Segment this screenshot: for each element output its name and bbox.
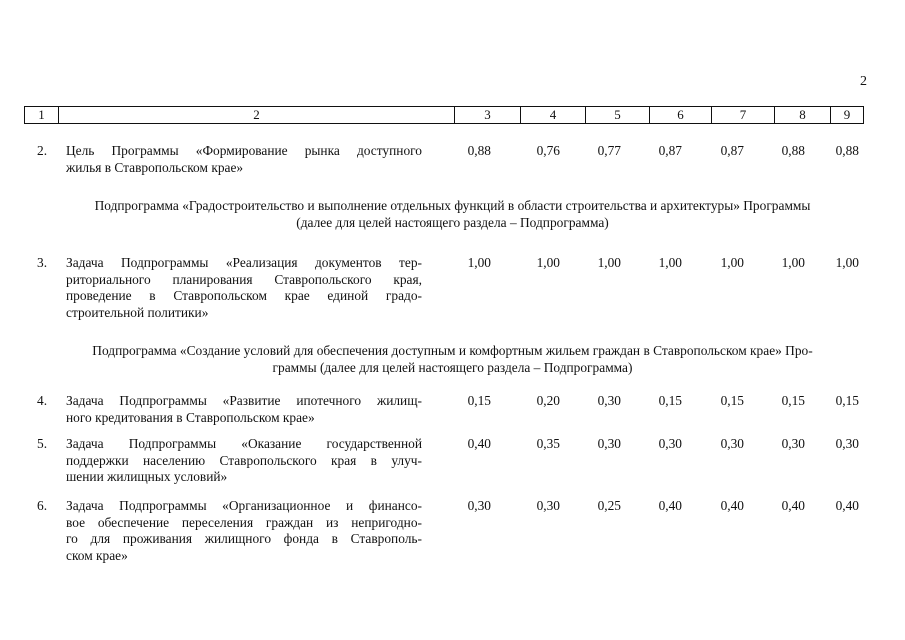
- value-cell: 0,30: [658, 436, 682, 451]
- row-description: [66, 436, 422, 486]
- description-line: ного кредитования в Ставропольском крае»: [66, 409, 315, 425]
- value-cell: 0,15: [835, 393, 859, 408]
- column-number-2: 2: [59, 107, 455, 123]
- value-cell: 0,77: [597, 143, 621, 158]
- subprogram-heading: [30, 342, 875, 376]
- value-cell: 1,00: [835, 255, 859, 270]
- value-cell: 0,40: [835, 498, 859, 513]
- column-number-9: 9: [843, 107, 851, 122]
- value-cell: 1,00: [781, 255, 805, 270]
- column-number-6: 6: [650, 107, 712, 123]
- value-cell: 1,00: [720, 255, 744, 270]
- description-line: Задача Подпрограммы «Развитие ипотечного жилищ-: [66, 393, 422, 408]
- value-cell: 1,00: [597, 255, 621, 270]
- value-cell: 0,30: [597, 393, 621, 408]
- value-cell: 0,40: [467, 436, 491, 451]
- description-line: риториального планирования Ставропольского края,: [66, 271, 422, 287]
- value-cell: 0,15: [658, 393, 682, 408]
- description-line: строительной политики»: [66, 304, 209, 320]
- column-number-8: 8: [775, 107, 831, 123]
- value-cell: 0,40: [658, 498, 682, 513]
- description-line: поддержки населению Ставропольского края в улуч-: [66, 452, 422, 468]
- column-number-4: 4: [521, 107, 586, 123]
- description-line: Задача Подпрограммы «Организационное и финансо-: [66, 498, 422, 513]
- value-cell: 0,87: [720, 143, 744, 158]
- value-cell: 0,30: [597, 436, 621, 451]
- row-description: [66, 393, 422, 426]
- value-cell: 0,25: [597, 498, 621, 513]
- value-cell: 0,88: [467, 143, 491, 158]
- value-cell: 0,40: [720, 498, 744, 513]
- value-cell: 0,88: [781, 143, 805, 158]
- column-number-1: 1: [25, 107, 59, 123]
- column-number-5: 5: [586, 107, 650, 123]
- page-number: 2: [860, 74, 867, 89]
- subprogram-heading: [30, 197, 875, 231]
- value-cell: 0,30: [536, 498, 560, 513]
- description-line: Цель Программы «Формирование рынка доступного: [66, 143, 422, 158]
- column-number-7: 7: [712, 107, 775, 123]
- value-cell: 0,40: [781, 498, 805, 513]
- value-cell: 1,00: [467, 255, 491, 270]
- row-description: [66, 498, 422, 564]
- value-cell: 0,15: [467, 393, 491, 408]
- description-line: го для проживания жилищного фонда в Ставрополь-: [66, 531, 422, 547]
- row-number: 6.: [37, 498, 48, 513]
- value-cell: 0,88: [835, 143, 859, 158]
- row-description: [66, 143, 422, 176]
- description-line: вое обеспечение переселения граждан из непригодно-: [66, 514, 422, 530]
- value-cell: 0,87: [658, 143, 682, 158]
- value-cell: 0,35: [536, 436, 560, 451]
- value-cell: 0,76: [536, 143, 560, 158]
- value-cell: 0,15: [720, 393, 744, 408]
- subprogram-heading-line: Подпрограмма «Создание условий для обеспечения доступным и комфортным жильем граждан в Ставропольском крае» Про-: [92, 343, 813, 358]
- description-line: жилья в Ставропольском крае»: [66, 159, 244, 175]
- description-line: ском крае»: [66, 547, 128, 563]
- value-cell: 0,20: [536, 393, 560, 408]
- value-cell: 0,30: [720, 436, 744, 451]
- description-line: Задача Подпрограммы «Оказание государственной: [66, 436, 422, 451]
- column-number-3: 3: [455, 107, 521, 123]
- description-line: проведение в Ставропольском крае единой градо-: [66, 288, 422, 304]
- column-number-header: [24, 106, 864, 124]
- row-description: [66, 255, 422, 321]
- value-cell: 0,30: [835, 436, 859, 451]
- row-number: 4.: [37, 393, 48, 408]
- description-line: Задача Подпрограммы «Реализация документов тер-: [66, 255, 422, 270]
- value-cell: 1,00: [536, 255, 560, 270]
- value-cell: 0,15: [781, 393, 805, 408]
- value-cell: 1,00: [658, 255, 682, 270]
- value-cell: 0,30: [467, 498, 491, 513]
- row-number: 2.: [37, 143, 48, 158]
- subprogram-heading-line: Подпрограмма «Градостроительство и выполнение отдельных функций в области строительства и архитектуры» Программы: [94, 198, 811, 213]
- subprogram-heading-line: (далее для целей настоящего раздела – Подпрограмма): [296, 215, 609, 230]
- row-number: 3.: [37, 255, 48, 270]
- value-cell: 0,30: [781, 436, 805, 451]
- row-number: 5.: [37, 436, 48, 451]
- subprogram-heading-line: граммы (далее для целей настоящего раздела – Подпрограмма): [272, 360, 633, 375]
- description-line: шении жилищных условий»: [66, 469, 228, 485]
